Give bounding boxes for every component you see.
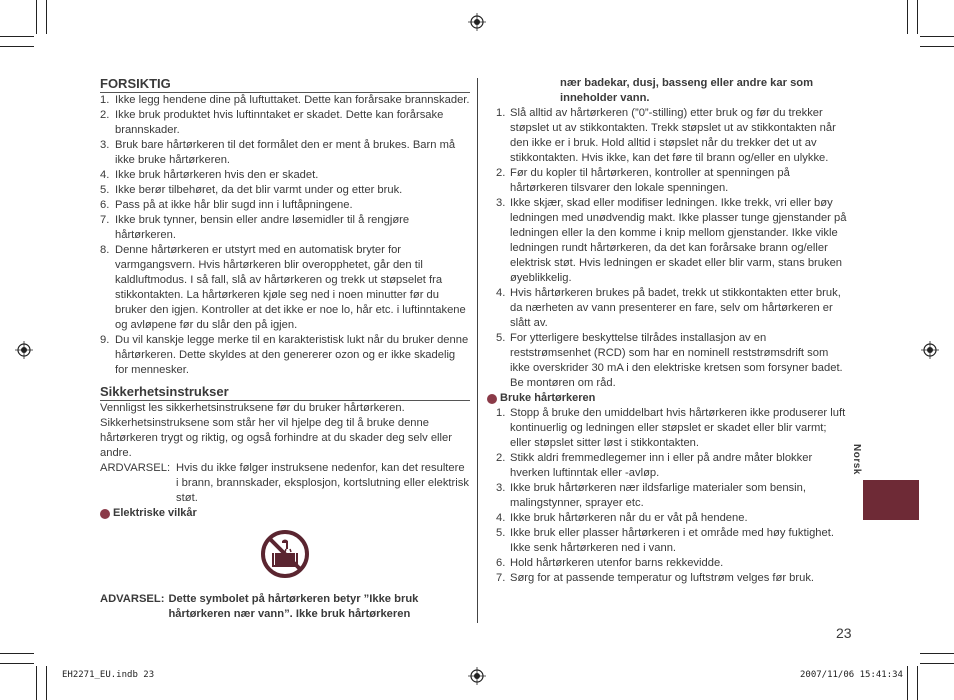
crop-mark [907,666,908,700]
list-item: 2. Ikke bruk produktet hvis luftinntaket er skadet. Dette kan forårsake brannskader. [100,109,444,136]
advarsel-note [100,592,470,622]
registration-mark-icon [468,13,486,31]
crop-mark [920,46,954,47]
crop-mark [46,666,47,700]
crop-mark [917,0,918,34]
crop-mark [920,663,954,664]
sikkerhet-heading: Sikkerhetsinstrukser [100,384,470,401]
list-item: 6. Hold hårtørkeren utenfor barns rekkevidde. [496,557,724,569]
advarsel-label: ADVARSEL: [100,593,165,605]
left-column [100,76,470,622]
registration-mark-icon [15,341,33,359]
footer-file: EH2271_EU.indb 23 [62,670,155,680]
no-water-symbol [100,529,470,584]
forsiktig-list [100,93,470,378]
list-item: 8. Denne hårtørkeren er utstyrt med en automatisk bryter for varmgangsvern. Hvis hårtørkeren blir overopphetet, går den til kaldluftmodus. I så fall, slå av hårtørkeren og trekk ut støpselet fra stikkontakten. La hårtørkeren kjøle seg ned i noen minutter før du bruker den igjen. Kontroller at det ikke er noe lo, hår etc. i luftinntakene og avløpene før du slår den på igjen. [100,244,466,331]
crop-mark [0,663,34,664]
crop-mark [0,46,34,47]
elektriske-heading: Elektriske vilkår [100,506,470,521]
usage-list [487,406,849,586]
electrical-list [487,106,849,391]
ardvarsel-label: ARDVARSEL: [100,462,171,474]
list-item: 6. Pass på at ikke hår blir sugd inn i luftåpningene. [100,199,353,211]
sikkerhet-intro: Vennligst les sikkerhetsinstruksene før du bruker hårtørkeren. [100,402,405,414]
language-tab [863,480,919,520]
advarsel-continuation: nær badekar, dusj, basseng eller andre kar som inneholder vann. [560,77,814,104]
registration-mark-icon [468,667,486,685]
list-item: 2. Stikk aldri fremmedlegemer inn i eller på andre måter blokker hverken luftinntak eller -avløp. [496,452,813,479]
bullet-icon [487,394,497,404]
list-item: 7. Sørg for at passende temperatur og luftstrøm velges før bruk. [496,572,815,584]
bruke-heading: Bruke hårtørkeren [487,391,849,406]
sikkerhet-body: Sikkerhetsinstruksene som står her vil hjelpe deg til å bruke denne hårtørkeren trygt og riktig, og også forhindre at du skader deg selv eller andre. [100,417,452,459]
crop-mark [917,666,918,700]
advarsel-text: Dette symbolet på hårtørkeren betyr ”Ikke bruk hårtørkeren nær vann”. Ikke bruk hårtørkeren [168,593,419,620]
ardvarsel-text: Hvis du ikke følger instruksene nedenfor, kan det resultere i brann, brannskader, eksplosjon, kortslutning eller elektrisk støt. [176,462,469,504]
crop-mark [0,36,34,37]
crop-mark [46,0,47,34]
list-item: 3. Bruk bare hårtørkeren til det formålet den er ment å brukes. Barn må ikke bruke hårtørkeren. [100,139,456,166]
ardvarsel-note [100,461,470,506]
page-number: 23 [836,625,852,641]
list-item: 4. Ikke bruk hårtørkeren når du er våt på hendene. [496,512,748,524]
list-item: 9. Du vil kanskje legge merke til en karakteristisk lukt når du bruker denne hårtørkeren. Dette skyldes at den genererer ozon og er ikke skadelig for mennesker. [100,334,469,376]
crop-mark [0,653,34,654]
list-item: 1. Slå alltid av hårtørkeren (”0”-stilling) etter bruk og før du trekker støpslet ut av stikkontakten. Trekk støpslet ut av stikkontakten når den ikke er i bruk. Hold alltid i støpslet når du trekker det ut av stikkontakten. Hvis ikke, kan det føre til brann og/eller en ulykke. [496,107,836,164]
list-item: 3. Ikke bruk hårtørkeren nær ildsfarlige materialer som bensin, malingstynner, sprayer etc. [496,482,806,509]
crop-mark [36,666,37,700]
list-item: 2. Før du kopler til hårtørkeren, kontroller at spenningen på hårtørkeren tilsvarer den lokale spenningen. [496,167,790,194]
forsiktig-heading: FORSIKTIG [100,76,470,93]
list-item: 5. For ytterligere beskyttelse tilrådes installasjon av en reststrømsenhet (RCD) som har en nominell reststrømsdrift som ikke overskrider 30 mA i den elektriske kretsen som forsyner badet. Be montøren om råd. [496,332,843,389]
bullet-icon [100,509,110,519]
registration-mark-icon [921,341,939,359]
list-item: 4. Hvis hårtørkeren brukes på badet, trekk ut stikkontakten etter bruk, da nærheten av vann presenterer en fare, selv om hårtørkeren er slått av. [496,287,841,329]
list-item: 5. Ikke bruk eller plasser hårtørkeren i et område med høy fuktighet. Ikke senk hårtørkeren ned i vann. [496,527,834,554]
crop-mark [907,0,908,34]
list-item: 7. Ikke bruk tynner, bensin eller andre løsemidler til å rengjøre hårtørkeren. [100,214,410,241]
crop-mark [920,653,954,654]
list-item: 5. Ikke berør tilbehøret, da det blir varmt under og etter bruk. [100,184,403,196]
crop-mark [920,36,954,37]
no-water-icon [260,529,310,579]
footer-timestamp: 2007/11/06 15:41:34 [800,670,903,680]
right-column [487,76,849,586]
list-item: 1. Ikke legg hendene dine på luftuttaket. Dette kan forårsake brannskader. [100,94,470,106]
crop-mark [36,0,37,34]
list-item: 3. Ikke skjær, skad eller modifiser ledningen. Ikke trekk, vri eller bøy ledningen med unødvendig makt. Ikke plasser tunge gjenstander på ledningen eller la den komme i knip mellom gjenstander. Ikke vikle ledningen rundt hårtørkeren, da det kan forårsake brann og/eller elektrisk støt. Hvis ledningen er skadet eller blir varm, stans bruken øyeblikkelig. [496,197,847,284]
column-divider [477,78,478,623]
language-tab-label: Norsk [851,444,862,475]
list-item: 4. Ikke bruk hårtørkeren hvis den er skadet. [100,169,319,181]
list-item: 1. Stopp å bruke den umiddelbart hvis hårtørkeren ikke produserer luft kontinuerlig og ledningen eller støpslet er skadet eller blir varmt; eller støpslet sitter løst i stikkontakten. [496,407,846,449]
